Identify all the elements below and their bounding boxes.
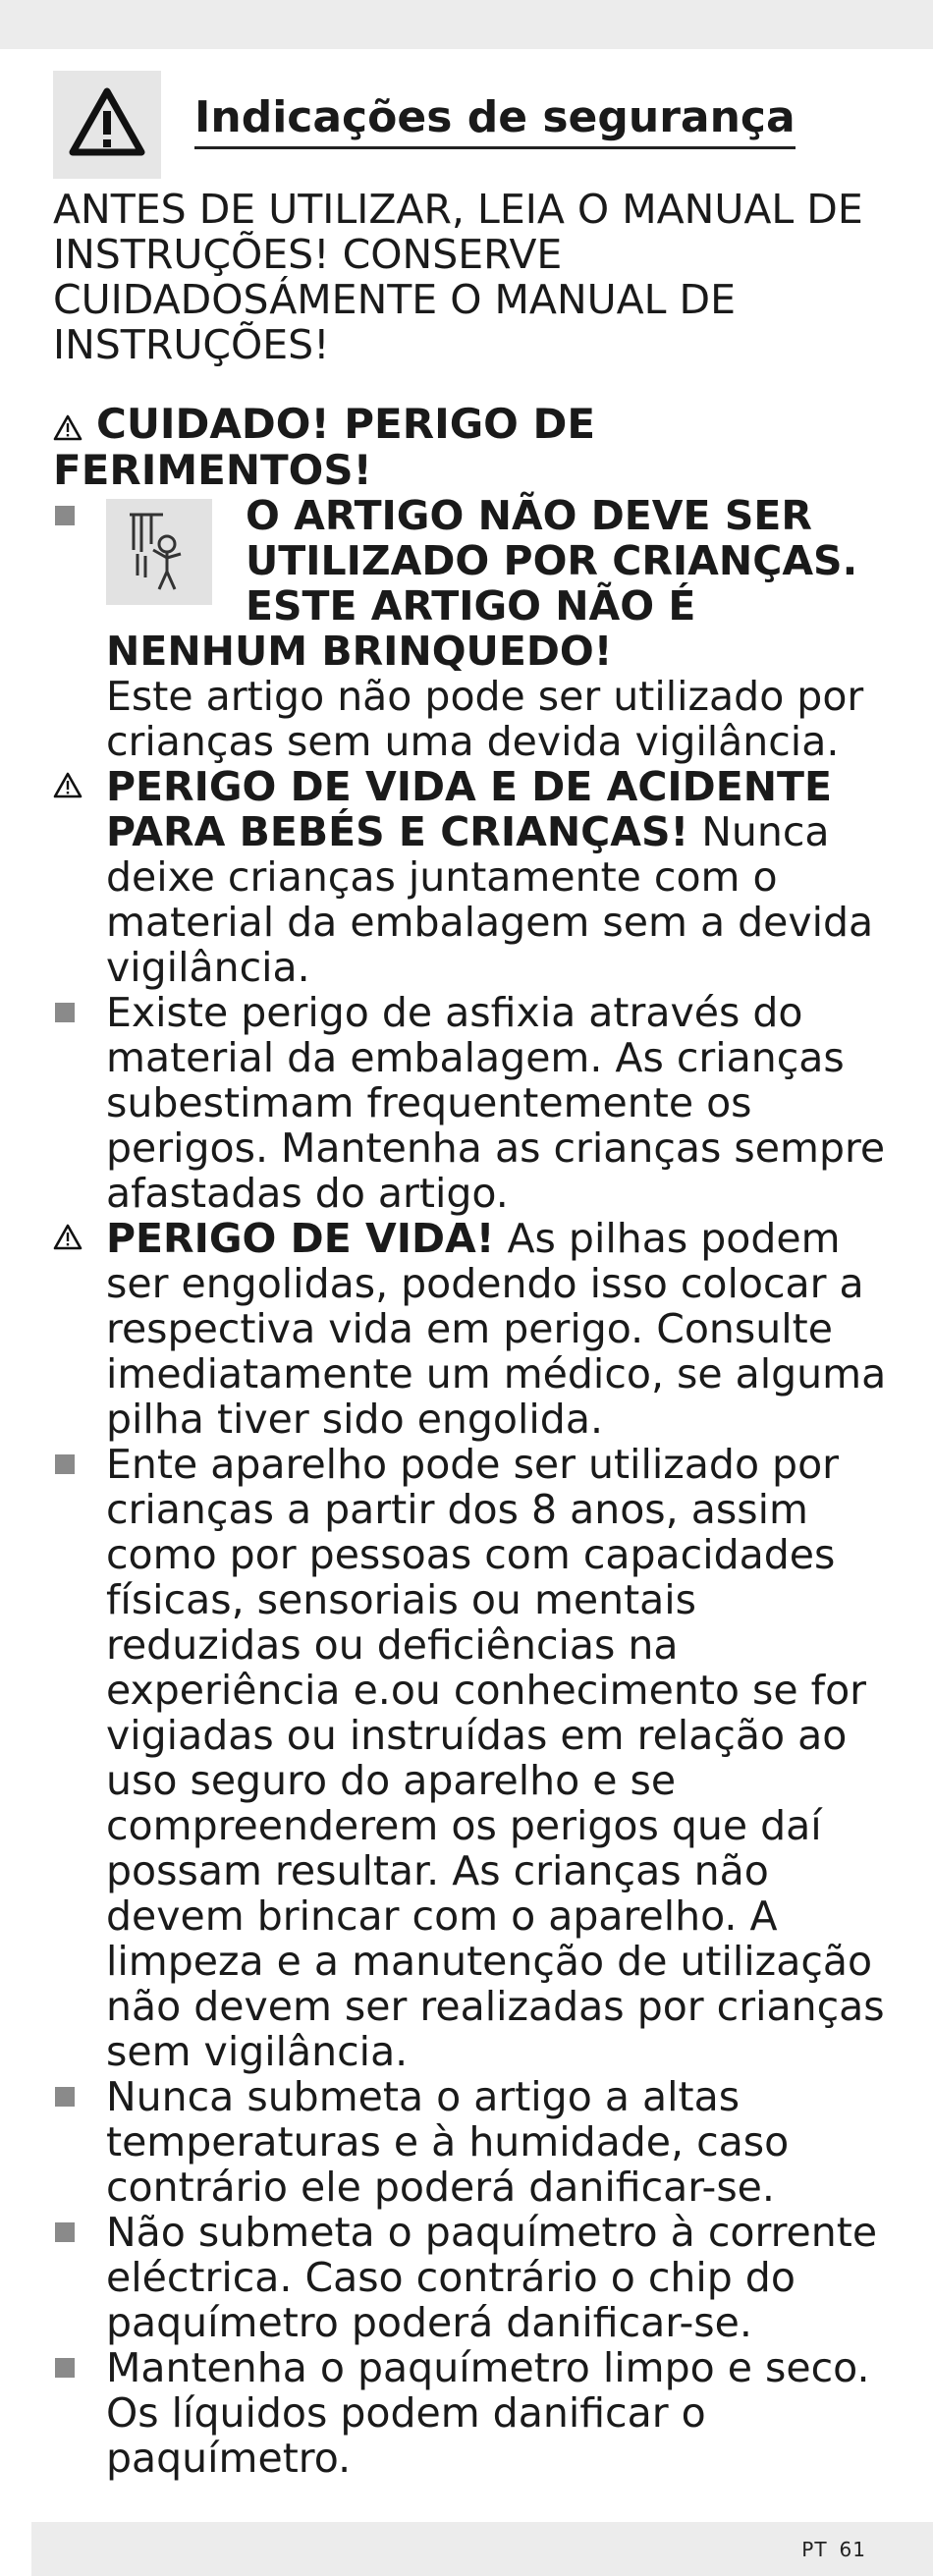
child-warning-icon bbox=[124, 511, 194, 595]
children-warning-text: Este artigo não pode ser utilizado por crianças sem uma devida vigilância. bbox=[106, 673, 864, 765]
warning-marker bbox=[53, 764, 106, 809]
electric-text: Não submeta o paquímetro à corrente eléctrica. Caso contrário o chip do paquímetro poderá danificar-se. bbox=[106, 2209, 878, 2346]
gray-square-bullet bbox=[55, 1454, 75, 1474]
gray-square-bullet bbox=[55, 2222, 75, 2242]
list-item-device-use bbox=[53, 1442, 888, 2074]
danger-life-text: As pilhas podem ser engolidas, podendo isso colocar a respectiva vida em perigo. Consulte imediatamente um médico, se alguma pilha tiver sido engolida. bbox=[106, 1215, 887, 1443]
gray-square-bullet bbox=[55, 2358, 75, 2378]
gray-square-bullet bbox=[55, 1003, 75, 1022]
warning-marker bbox=[53, 1216, 106, 1261]
bullet-marker bbox=[53, 2345, 106, 2390]
section-header bbox=[53, 71, 868, 179]
list-item-children bbox=[53, 493, 888, 764]
bullet-marker bbox=[53, 990, 106, 1035]
warning-triangle-icon bbox=[53, 772, 82, 798]
list-item-asphyxia bbox=[53, 990, 888, 1216]
bullet-marker bbox=[53, 2074, 106, 2119]
children-warning-bold: O ARTIGO NÃO DEVE SER UTILIZADO POR CRIANÇAS. ESTE ARTIGO NÃO É NENHUM BRINQUEDO! bbox=[106, 492, 858, 675]
injury-heading-text: CUIDADO! PERIGO DE FERIMENTOS! bbox=[53, 400, 596, 494]
bottom-notch bbox=[0, 2522, 31, 2576]
device-use-text: Ente aparelho pode ser utilizado por crianças a partir dos 8 anos, assim como por pessoas com capacidades físicas, sensoriais ou mentais reduzidas ou deficiências na experiência e.ou conhecimento se for vigiadas ou instruídas em relação ao uso seguro do aparelho e se compreenderem os perigos que daí possam resultar. As crianças não devem brincar com o aparelho. A limpeza e a manutenção de utilização não devem ser realizadas por crianças sem vigilância. bbox=[106, 1441, 885, 2075]
warning-triangle-icon bbox=[53, 414, 82, 441]
child-warning-icon-box bbox=[106, 499, 212, 605]
page-title: Indicações de segurança bbox=[194, 92, 796, 149]
danger-babies-bold: PERIGO DE VIDA E DE ACIDENTE PARA BEBÉS E CRIANÇAS! bbox=[106, 763, 833, 855]
list-item-temperature bbox=[53, 2074, 888, 2210]
page-footer bbox=[790, 2538, 866, 2561]
bullet-marker bbox=[53, 1442, 106, 1487]
gray-square-bullet bbox=[55, 2087, 75, 2107]
bullet-marker bbox=[53, 2210, 106, 2255]
list-item-danger-life bbox=[53, 1216, 888, 1442]
warning-icon-box bbox=[53, 71, 161, 179]
injury-heading bbox=[53, 401, 888, 493]
footer-language: PT bbox=[801, 2538, 828, 2561]
clean-text: Mantenha o paquímetro limpo e seco. Os líquidos podem danificar o paquímetro. bbox=[106, 2344, 870, 2482]
safety-content bbox=[53, 187, 888, 2481]
warning-triangle-icon bbox=[68, 86, 146, 157]
footer-page-number: 61 bbox=[839, 2538, 866, 2561]
danger-babies-text: Nunca deixe crianças juntamente com o material da embalagem sem a devida vigilância. bbox=[106, 808, 874, 991]
list-item-electric bbox=[53, 2210, 888, 2345]
gray-square-bullet bbox=[55, 506, 75, 525]
danger-life-bold: PERIGO DE VIDA! bbox=[106, 1215, 495, 1262]
bullet-marker bbox=[53, 493, 106, 538]
top-margin-strip bbox=[0, 0, 933, 49]
list-item-clean bbox=[53, 2345, 888, 2481]
intro-text: ANTES DE UTILIZAR, LEIA O MANUAL DE INSTRUÇÕES! CONSERVE CUIDADOSÁMENTE O MANUAL DE INSTRUÇÕES! bbox=[53, 186, 863, 368]
temperature-text: Nunca submeta o artigo a altas temperaturas e à humidade, caso contrário ele poderá danificar-se. bbox=[106, 2073, 790, 2211]
asphyxia-text: Existe perigo de asfixia através do material da embalagem. As crianças subestimam frequentemente os perigos. Mantenha as crianças sempre afastadas do artigo. bbox=[106, 989, 886, 1217]
warning-triangle-icon bbox=[53, 1224, 82, 1250]
list-item-danger-babies bbox=[53, 764, 888, 990]
